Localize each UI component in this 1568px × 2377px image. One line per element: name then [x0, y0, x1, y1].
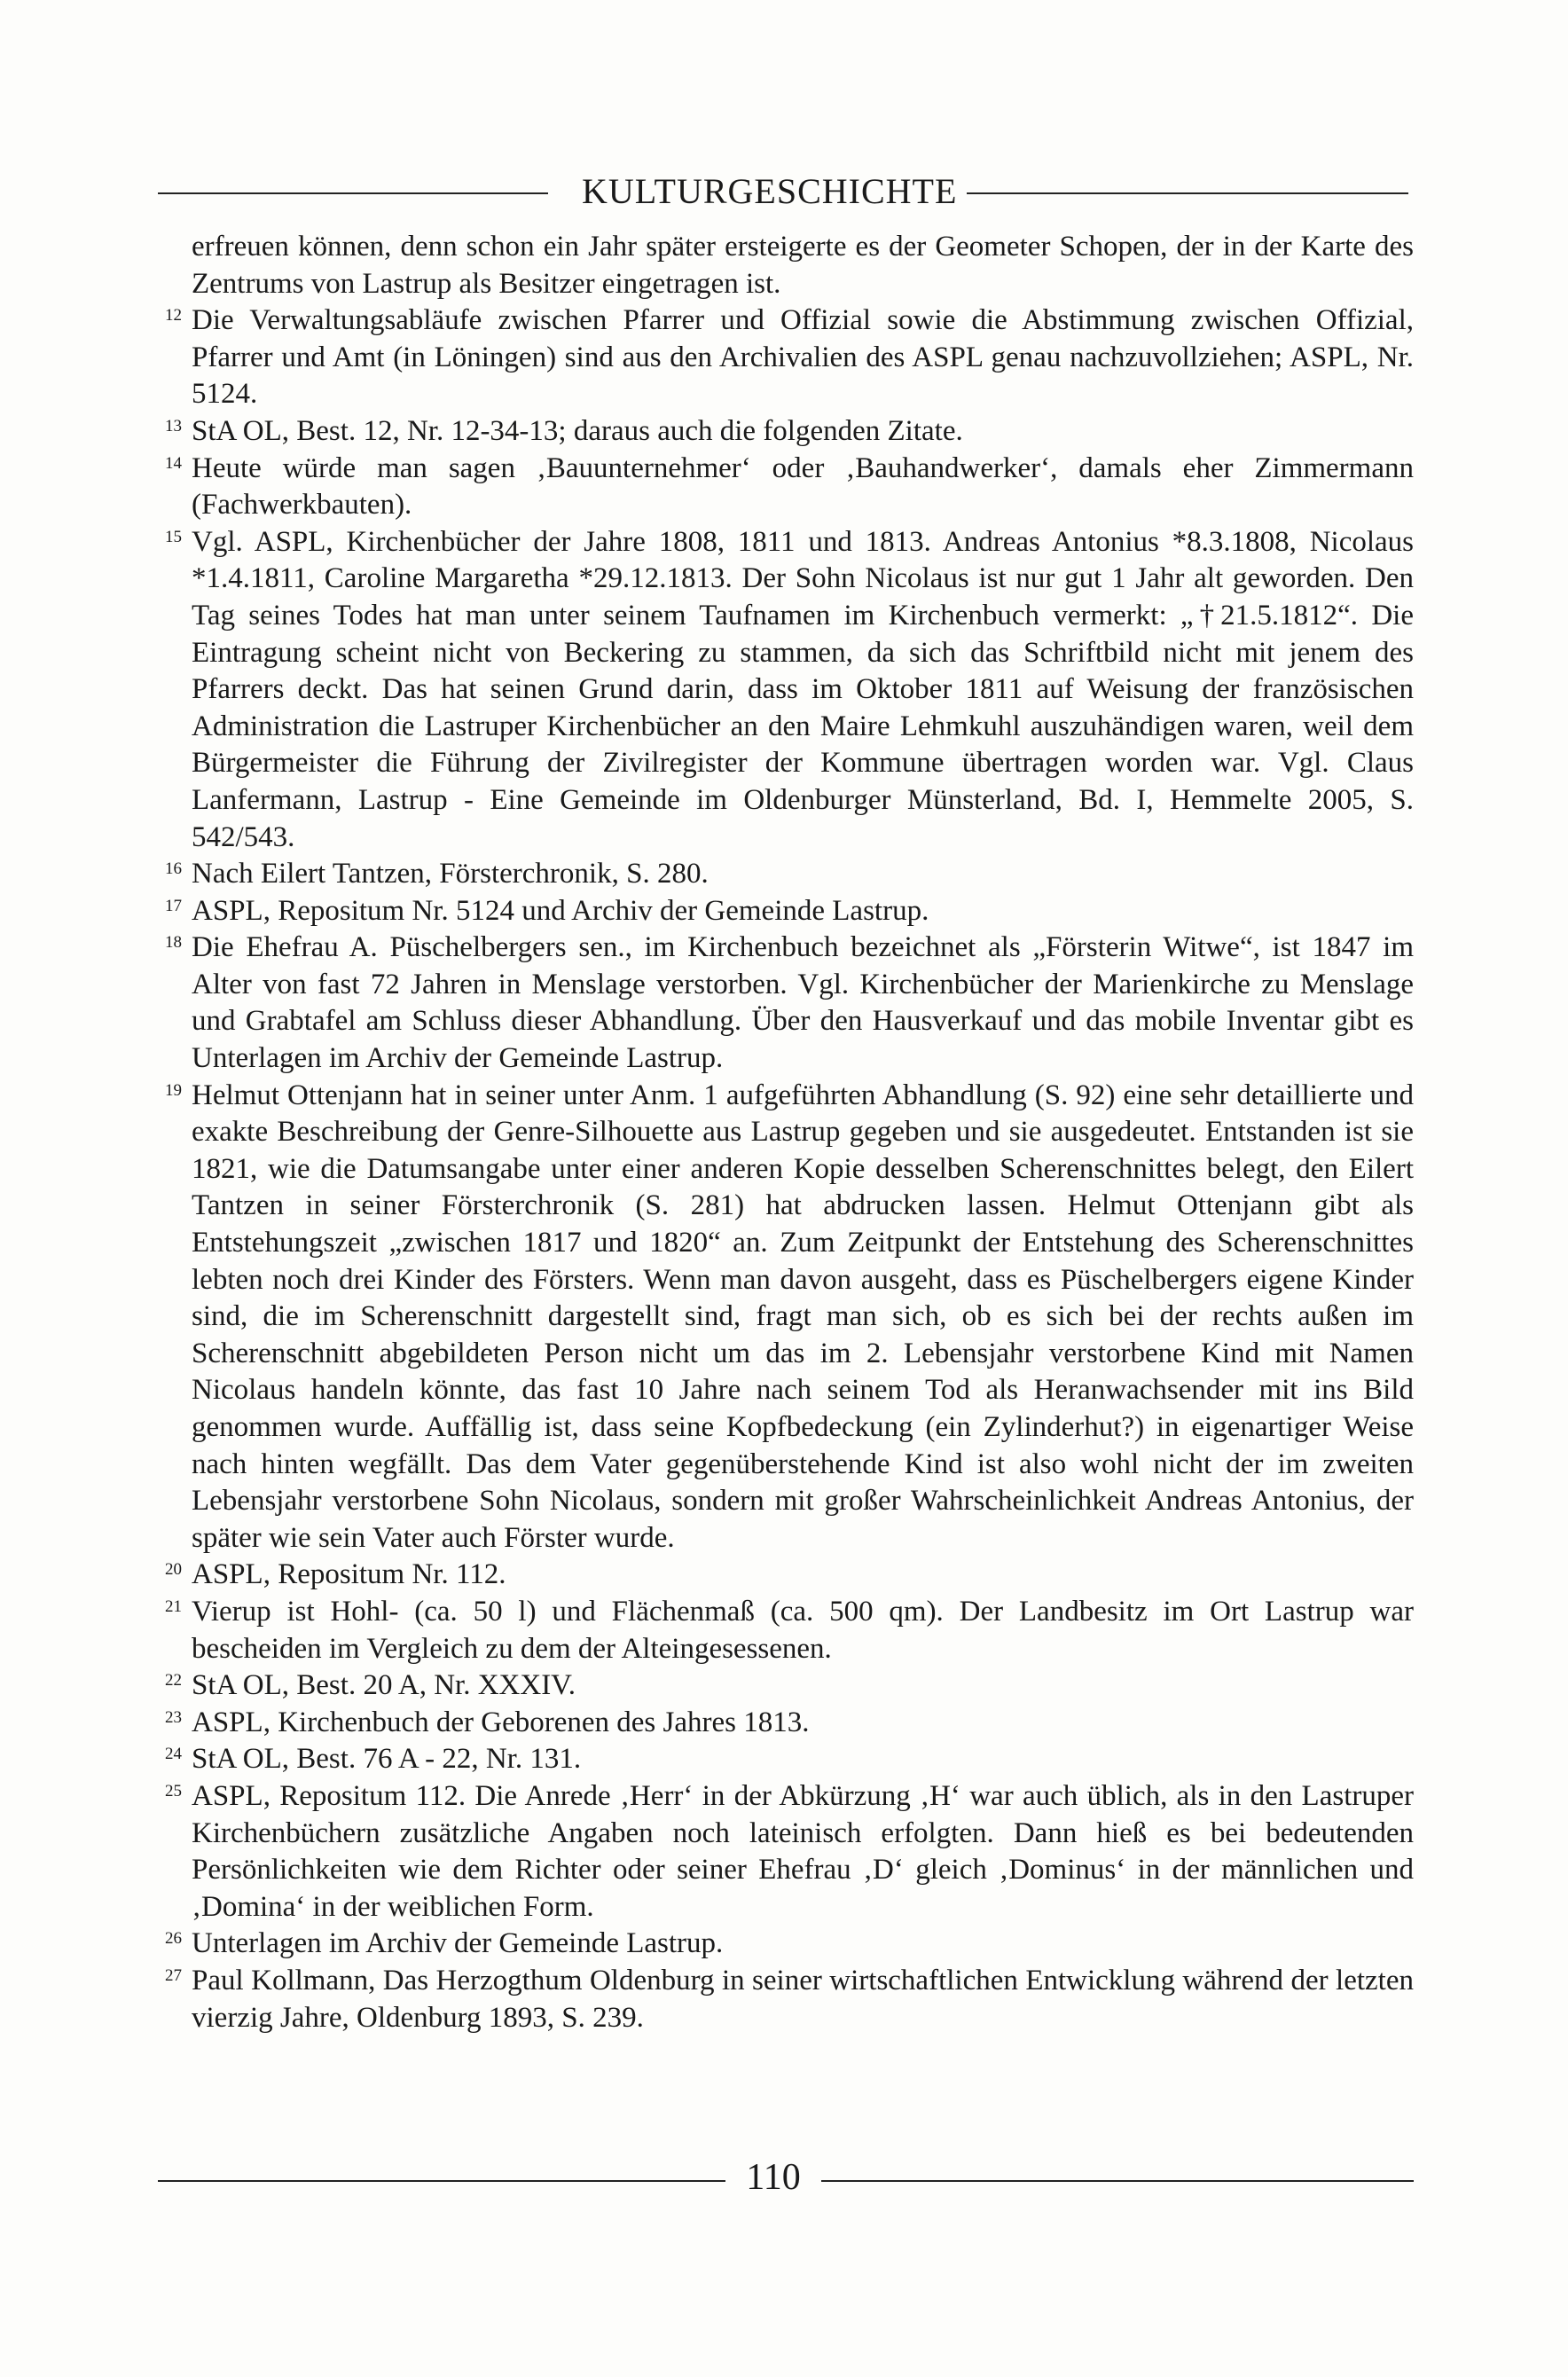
footnote	[154, 1926, 1414, 1963]
footnote-text: Heute würde man sagen ‚Bauunternehmer‘ oder ‚Bauhandwerker‘, damals eher Zimmermann (Fachwerkbauten).	[192, 451, 1414, 522]
footnote	[154, 1778, 1414, 1926]
page-footer	[158, 2148, 1417, 2201]
footnote	[154, 1594, 1414, 1667]
footnote	[154, 451, 1414, 524]
footnote	[154, 856, 1414, 893]
footnote-number: 21	[165, 1596, 182, 1616]
footnote-number: 27	[165, 1965, 182, 1985]
footnote-text: Paul Kollmann, Das Herzogthum Oldenburg in seiner wirtschaftlichen Entwicklung während der letzten vierzig Jahre, Oldenburg 1893, S. 239.	[192, 1964, 1414, 2034]
footer-rule-left	[158, 2180, 725, 2182]
footnote-text: ASPL, Repositum Nr. 112.	[192, 1558, 506, 1591]
footnote	[154, 1741, 1414, 1778]
footnote-number: 25	[165, 1781, 182, 1800]
footnote	[154, 524, 1414, 856]
footnote-text: ASPL, Kirchenbuch der Geborenen des Jahres 1813.	[192, 1706, 810, 1738]
footnote-text: Nach Eilert Tantzen, Försterchronik, S. 280.	[192, 858, 709, 890]
footnote-number: 19	[165, 1080, 182, 1100]
footnote	[154, 302, 1414, 413]
footnote-text: Die Ehefrau A. Püschelbergers sen., im Kirchenbuch bezeichnet als „Försterin Witwe“, ist 1847 im Alter von fast 72 Jahren in Menslage verstorben. Vgl. Kirchenbücher der Marienkirche zu Menslage und Grabtafel am Schluss dieser Abhandlung. Über den Hausverkauf und das mobile Inventar gibt es Unterlagen im Archiv der Gemeinde Lastrup.	[192, 931, 1414, 1075]
footnote-number: 23	[165, 1707, 182, 1727]
footnote	[154, 413, 1414, 451]
page-number: 110	[746, 2157, 801, 2198]
footnote-text: Helmut Ottenjann hat in seiner unter Anm. 1 aufgeführten Abhandlung (S. 92) eine sehr detaillierte und exakte Beschreibung der Genre-Silhouette aus Lastrup gegeben und sie ausgedeutet. Entstanden ist sie 1821, wie die Datumsangabe unter einer anderen Kopie desselben Scherenschnittes belegt, den Eilert Tantzen in seiner Försterchronik (S. 281) hat abdrucken lassen. Helmut Ottenjann gibt als Entstehungszeit „zwischen 1817 und 1820“ an. Zum Zeitpunkt der Entstehung des Scherenschnittes lebten noch drei Kinder des Försters. Wenn man davon ausgeht, dass es Püschelbergers eigene Kinder sind, die im Scherenschnitt dargestellt sind, fragt man sich, ob es sich bei der rechts außen im Scherenschnitt abgebildeten Person nicht um das im 2. Lebensjahr verstorbene Kind mit Namen Nicolaus handeln könnte, das fast 10 Jahre nach seinem Tod als Heranwachsender mit ins Bild genommen wurde. Auffällig ist, dass seine Kopfbedeckung (ein Zylinderhut?) in eigenartiger Weise nach hinten wegfällt. Das dem Vater gegenüberstehende Kind ist also wohl nicht der im zweiten Lebensjahr verstorbene Sohn Nicolaus, sondern mit großer Wahrscheinlichkeit Andreas Antonius, der später wie sein Vater auch Förster wurde.	[192, 1079, 1414, 1554]
footnote-text: Vierup ist Hohl- (ca. 50 l) und Flächenmaß (ca. 500 qm). Der Landbesitz im Ort Lastrup war bescheiden im Vergleich zu dem der Alteingesessenen.	[192, 1595, 1414, 1665]
header-rule-right	[967, 192, 1408, 194]
footnote-text: ASPL, Repositum 112. Die Anrede ‚Herr‘ in der Abkürzung ‚H‘ war auch üblich, als in den Lastruper Kirchenbüchern zusätzliche Angaben noch lateinisch erfolgten. Dann hieß es bei bedeutenden Persönlichkeiten wie dem Richter oder seiner Ehefrau ‚D‘ gleich ‚Dominus‘ in der männlichen und ‚Domina‘ in der weiblichen Form.	[192, 1779, 1414, 1923]
footnotes	[154, 229, 1414, 2036]
footnote-text: Die Verwaltungsabläufe zwischen Pfarrer und Offizial sowie die Abstimmung zwischen Offizial, Pfarrer und Amt (in Löningen) sind aus den Archivalien des ASPL genau nachzuvollziehen; ASPL, Nr. 5124.	[192, 304, 1414, 411]
footnote-continuation	[154, 229, 1414, 302]
footnote-text: Vgl. ASPL, Kirchenbücher der Jahre 1808, 1811 und 1813. Andreas Antonius *8.3.1808, Nicolaus *1.4.1811, Caroline Margaretha *29.12.1813. Der Sohn Nicolaus ist nur gut 1 Jahr alt geworden. Den Tag seines Todes hat man unter seinem Taufnamen im Kirchenbuch vermerkt: „†21.5.1812“. Die Eintragung scheint nicht von Beckering zu stammen, da sich das Schriftbild nicht mit jenem des Pfarrers deckt. Das hat seinen Grund darin, dass im Oktober 1811 auf Weisung der französischen Administration die Lastruper Kirchenbücher an den Maire Lehmkuhl auszuhändigen waren, weil dem Bürgermeister die Führung der Zivilregister der Kommune übertragen worden war. Vgl. Claus Lanfermann, Lastrup - Eine Gemeinde im Oldenburger Münsterland, Bd. I, Hemmelte 2005, S. 542/543.	[192, 525, 1414, 853]
footnote-number: 12	[165, 306, 182, 326]
footnote-text: StA OL, Best. 20 A, Nr. XXXIV.	[192, 1669, 576, 1702]
footnote-number: 18	[165, 933, 182, 953]
footnote	[154, 1963, 1414, 2036]
footnote-number: 22	[165, 1671, 182, 1691]
footnote-number: 15	[165, 527, 182, 546]
footnote-number: 20	[165, 1560, 182, 1580]
footnote-text: StA OL, Best. 76 A - 22, Nr. 131.	[192, 1743, 582, 1776]
footnote-number: 24	[165, 1745, 182, 1764]
footnote	[154, 893, 1414, 930]
footnote-text: Unterlagen im Archiv der Gemeinde Lastrup.	[192, 1927, 724, 1960]
header-rule-left	[158, 192, 548, 194]
footnote	[154, 1078, 1414, 1557]
footnote-text: ASPL, Repositum Nr. 5124 und Archiv der Gemeinde Lastrup.	[192, 894, 929, 927]
footnote	[154, 930, 1414, 1077]
footnote-number: 14	[165, 453, 182, 473]
footnote-text: StA OL, Best. 12, Nr. 12-34-13; daraus auch die folgenden Zitate.	[192, 414, 963, 447]
footnote-text: erfreuen können, denn schon ein Jahr später ersteigerte es der Geometer Schopen, der in der Karte des Zentrums von Lastrup als Besitzer eingetragen ist.	[192, 231, 1414, 300]
running-header	[158, 165, 1417, 218]
footnote-number: 17	[165, 896, 182, 915]
footnote-number: 26	[165, 1929, 182, 1949]
footnote	[154, 1557, 1414, 1594]
footnote-number: 13	[165, 416, 182, 435]
footer-rule-right	[821, 2180, 1414, 2182]
footnote	[154, 1667, 1414, 1705]
footnote	[154, 1705, 1414, 1742]
running-header-title: KULTURGESCHICHTE	[582, 171, 958, 211]
footnote-number: 16	[165, 859, 182, 879]
